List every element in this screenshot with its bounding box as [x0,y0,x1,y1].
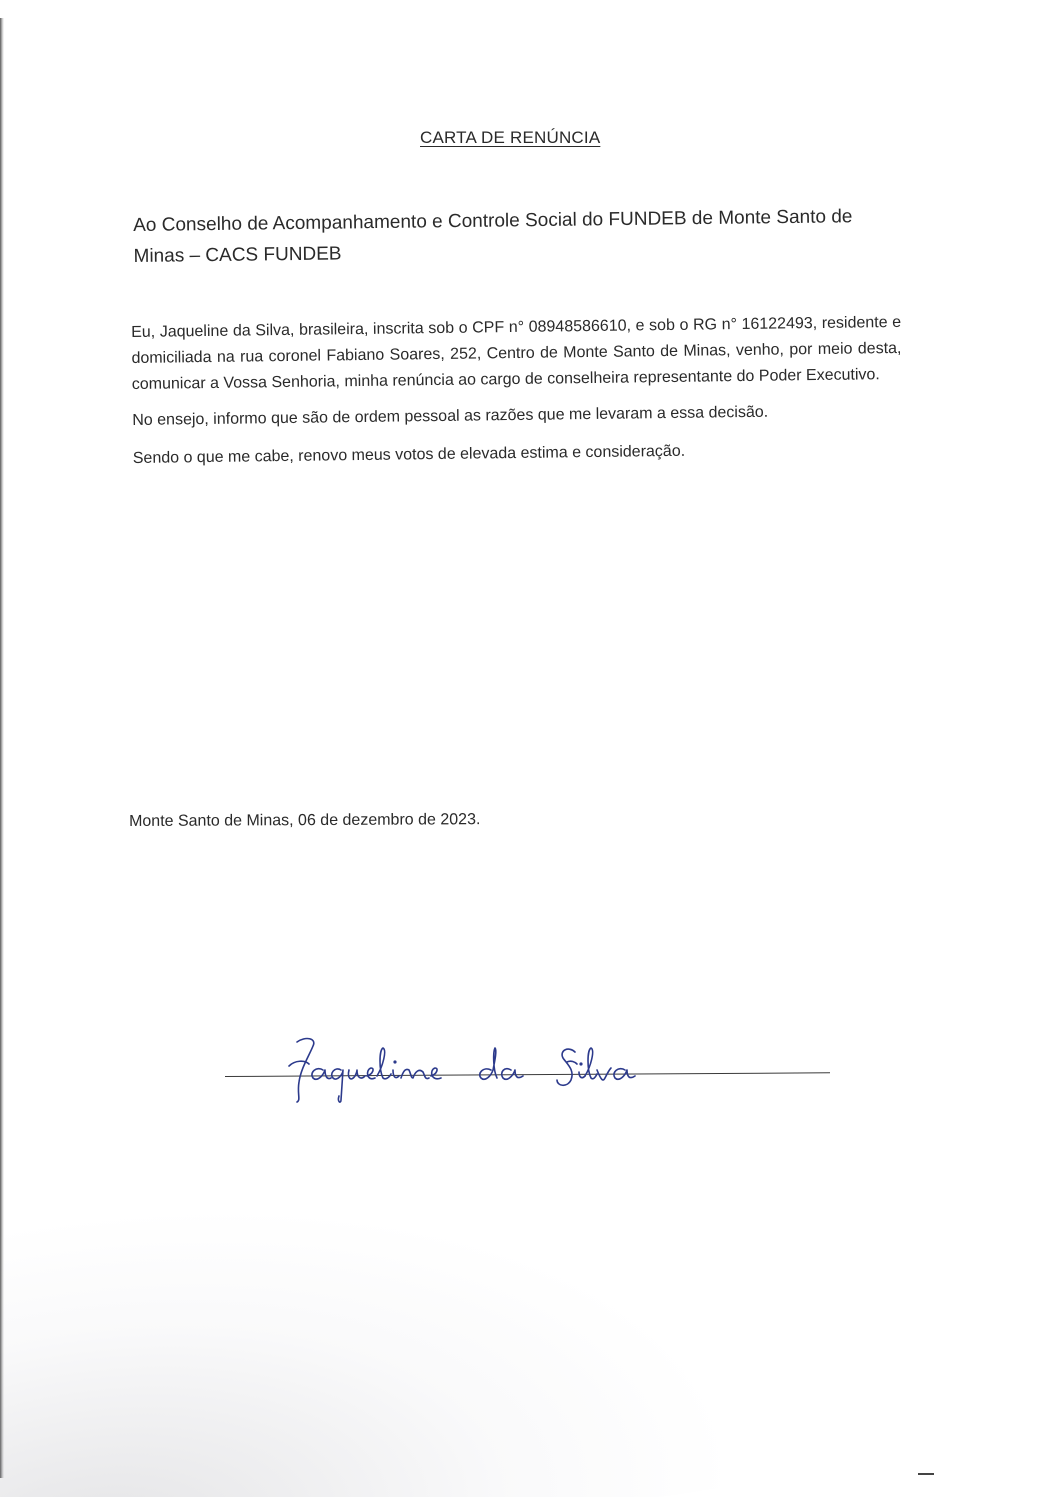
letter-title: CARTA DE RENÚNCIA [420,128,601,147]
scan-shadow [0,1129,741,1497]
body-paragraph: Sendo o que me cabe, renovo meus votos de elevada estima e consideração. [132,442,686,467]
handwritten-signature [275,1030,675,1110]
body-paragraph: No ensejo, informo que são de ordem pessoal as razões que me levaram a essa decisão. [132,403,769,429]
place-and-date: Monte Santo de Minas, 06 de dezembro de 2023. [129,811,481,830]
letter-addressee: Ao Conselho de Acompanhamento e Controle Social do FUNDEB de Monte Santo de Minas – CACS FUNDEB [133,206,853,267]
signature-block [225,1030,835,1110]
scan-mark [918,1473,934,1475]
body-paragraph: Eu, Jaqueline da Silva, brasileira, inscrita sob o CPF n° 08948586610, e sob o RG n° 16122493, residente e domiciliada na rua coronel Fabiano Soares, 252, Centro de Monte Santo de Minas, venho, por meio desta, comunicar a Vossa Senhoria, minha renúncia ao cargo de conselheira representante do Poder Executivo. [131,313,902,393]
letter-body [131,310,903,484]
